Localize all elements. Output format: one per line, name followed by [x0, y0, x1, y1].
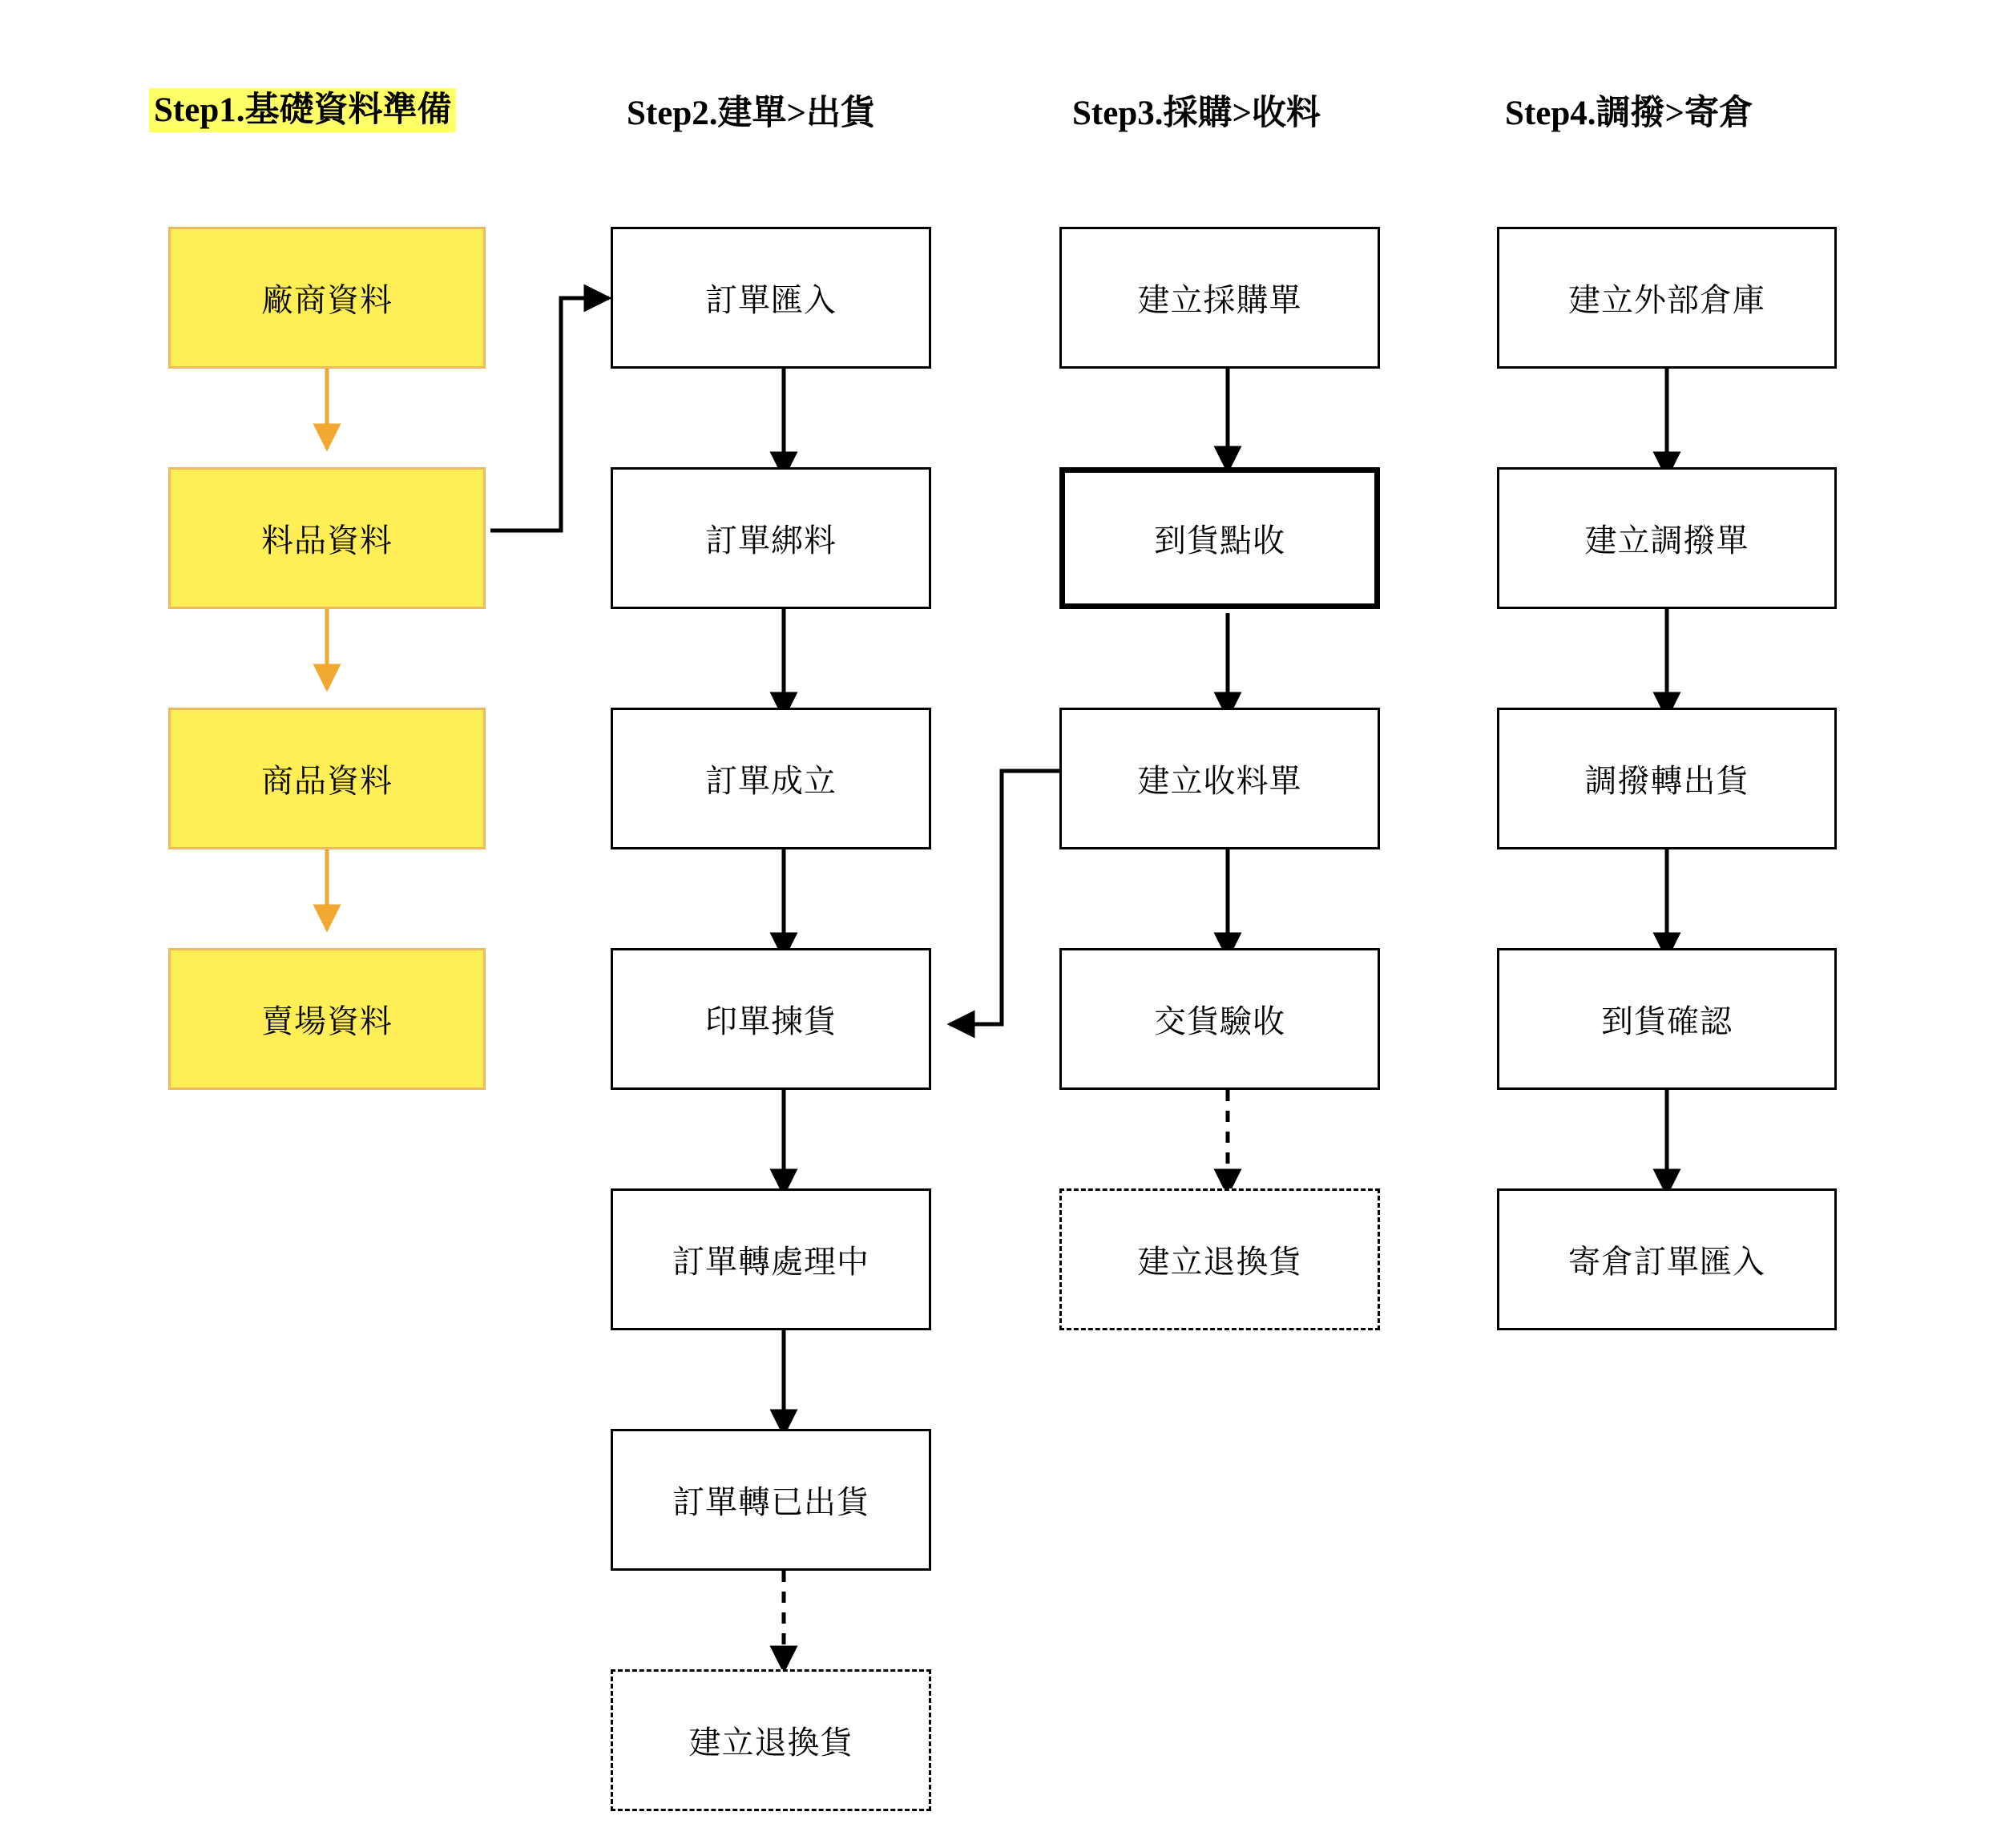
node-step2-order-import[interactable]: 訂單匯入	[611, 227, 931, 369]
node-step2-create-return[interactable]: 建立退換貨	[611, 1669, 931, 1811]
arrow-receive-order-to-pick	[950, 771, 1066, 1024]
node-step1-store-data[interactable]: 賣場資料	[168, 948, 486, 1090]
column-title-step3: Step3.採購>收料	[1072, 95, 1321, 132]
node-step4-create-transfer-order[interactable]: 建立調撥單	[1497, 467, 1837, 609]
node-step4-arrival-confirm[interactable]: 到貨確認	[1497, 948, 1837, 1090]
node-step2-order-shipped[interactable]: 訂單轉已出貨	[611, 1429, 931, 1571]
node-step3-create-receiving-note[interactable]: 建立收料單	[1059, 708, 1380, 849]
node-step1-vendor-data[interactable]: 廠商資料	[168, 227, 486, 369]
node-step2-order-processing[interactable]: 訂單轉處理中	[611, 1188, 931, 1330]
column-title-step4: Step4.調撥>寄倉	[1505, 95, 1753, 132]
node-step3-delivery-acceptance[interactable]: 交貨驗收	[1059, 948, 1380, 1090]
node-step4-create-external-warehouse[interactable]: 建立外部倉庫	[1497, 227, 1837, 369]
node-step3-create-return[interactable]: 建立退換貨	[1059, 1188, 1380, 1330]
node-step4-transfer-to-shipment[interactable]: 調撥轉出貨	[1497, 708, 1837, 849]
node-step2-order-bind-material[interactable]: 訂單綁料	[611, 467, 931, 609]
arrow-material-to-order-import	[490, 298, 609, 531]
node-step3-create-purchase-order[interactable]: 建立採購單	[1059, 227, 1380, 369]
node-step4-consignment-order-import[interactable]: 寄倉訂單匯入	[1497, 1188, 1837, 1330]
node-step3-goods-receipt-check[interactable]: 到貨點收	[1059, 467, 1380, 609]
node-step2-order-created[interactable]: 訂單成立	[611, 708, 931, 849]
node-step2-print-pick[interactable]: 印單揀貨	[611, 948, 931, 1090]
node-step1-material-data[interactable]: 料品資料	[168, 467, 486, 609]
node-step1-product-data[interactable]: 商品資料	[168, 708, 486, 849]
column-title-step2: Step2.建單>出貨	[627, 95, 875, 132]
column-title-step1: Step1.基礎資料準備	[149, 88, 456, 132]
